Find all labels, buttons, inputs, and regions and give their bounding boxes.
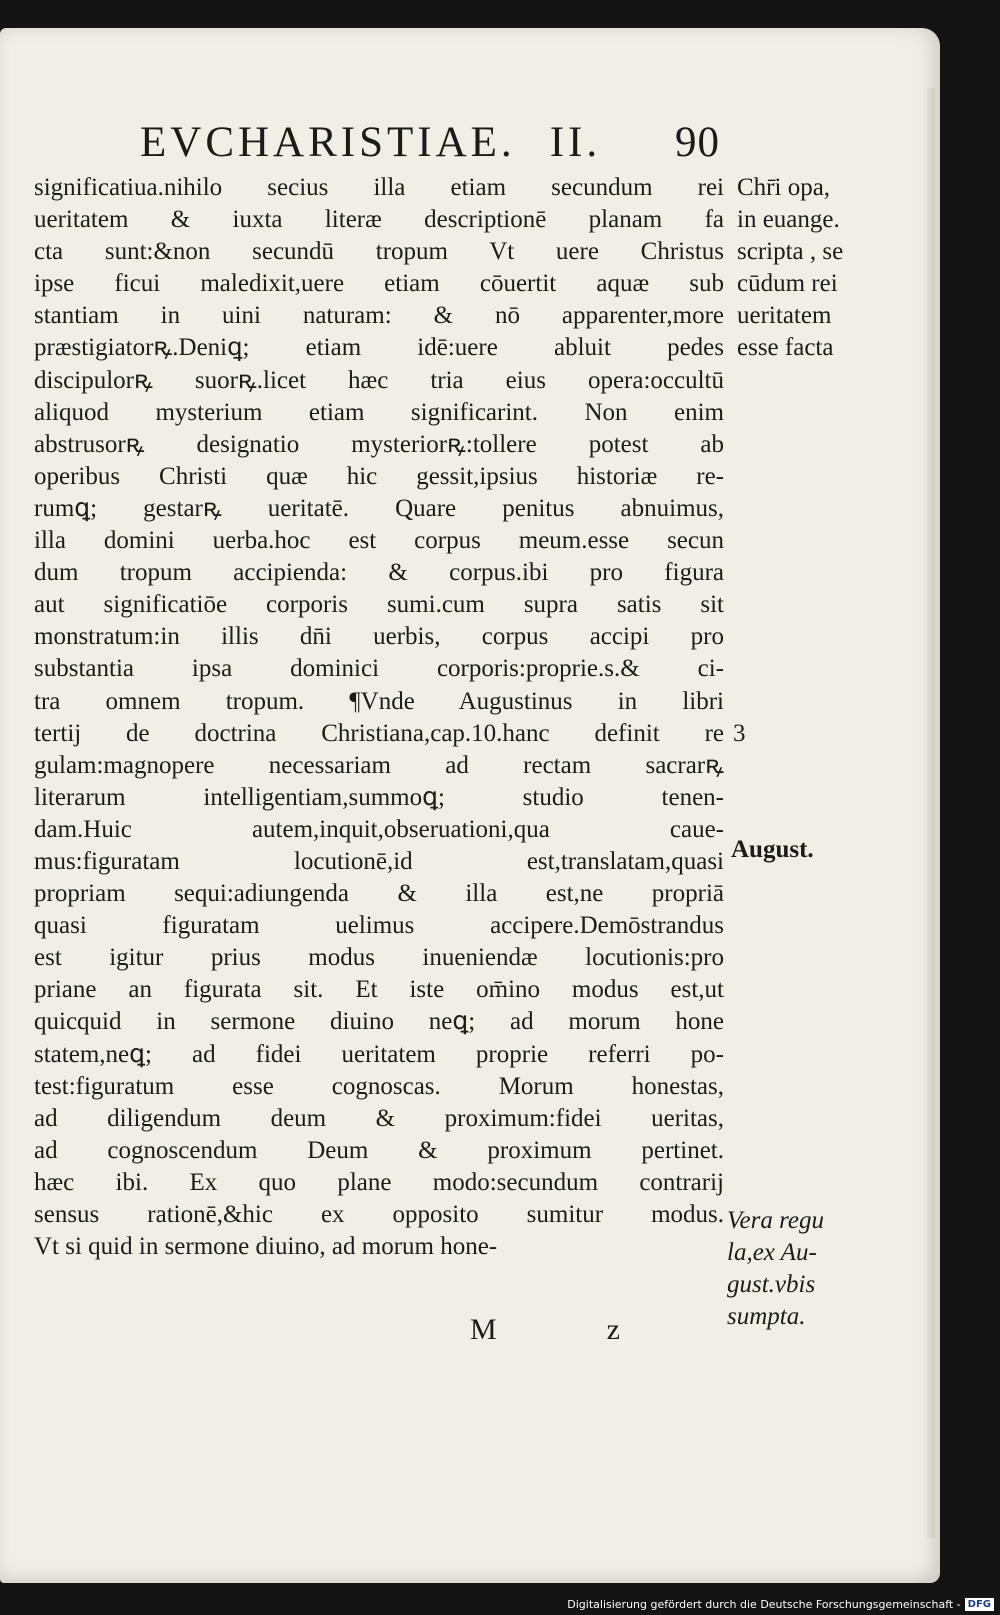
margin-note-line: scripta , se: [737, 238, 844, 265]
margin-note-line: sumpta.: [727, 1303, 806, 1330]
margin-note-line: gust.vbis: [727, 1271, 816, 1298]
margin-note-line: la,ex Au-: [727, 1239, 817, 1266]
text-line: præstigiatorꝶ.Deniꝗ; etiam idē:uere abluit pedes: [34, 334, 724, 362]
margin-note-august: [731, 834, 814, 866]
margin-note-line: cūdum rei: [737, 270, 838, 297]
text-line: illa domini uerba.hoc est corpus meum.esse secun: [34, 527, 724, 555]
text-line: cta sunt:&non secundū tropum Vt uere Christus: [34, 238, 724, 266]
signature-number: z: [606, 1313, 620, 1346]
running-head-title: EVCHARISTIAE.: [140, 119, 516, 166]
text-line: gulam:magnopere necessariam ad rectam sacrarꝶ: [34, 751, 724, 779]
text-line: substantia ipsa dominici corporis:proprie.s.& ci-: [34, 655, 724, 683]
page-edge: [927, 88, 935, 1538]
text-line: ueritatem & iuxta literæ descriptionē planam fa: [34, 206, 724, 234]
text-line: test:figuratum esse cognoscas. Morum honestas,: [34, 1072, 724, 1100]
text-line: est igitur prius modus inueniendæ locutionis:pro: [34, 944, 724, 972]
text-line: tra omnem tropum. ¶Vnde Augustinus in libri: [34, 687, 724, 715]
margin-note-line: 3: [733, 720, 746, 747]
signature-mark: [470, 1313, 620, 1353]
text-line: ad cognoscendum Deum & proximum pertinet.: [34, 1136, 724, 1164]
main-text-block: [34, 172, 724, 1263]
text-line: operibus Christi quæ hic gessit,ipsius historiæ re-: [34, 462, 724, 490]
margin-note-line: esse facta: [737, 334, 834, 361]
running-head-part: II.: [549, 119, 602, 166]
text-line: dam.Huic autem,inquit,obseruationi,qua caue-: [34, 815, 724, 843]
signature-letter: M: [470, 1313, 497, 1346]
text-line: ad diligendum deum & proximum:fidei ueritas,: [34, 1104, 724, 1132]
text-line: significatiua.nihilo secius illa etiam secundum rei: [34, 174, 724, 201]
text-line: statem,neꝗ; ad fidei ueritatem proprie referri po-: [34, 1040, 724, 1068]
margin-note-line: Chr̄i opa,: [737, 174, 831, 201]
text-line: mus:figuratam locutionē,id est,translatam,quasi: [34, 847, 724, 875]
text-line: literarum intelligentiam,summoꝗ; studio tenen-: [34, 783, 724, 811]
dfg-logo: DFG: [965, 1598, 994, 1611]
text-line: sensus rationē,&hic ex opposito sumitur modus.: [34, 1201, 724, 1228]
margin-note-line: Vera regu: [727, 1207, 824, 1234]
text-line: ipse ficui maledixit,uere etiam cōuertit aquæ sub: [34, 270, 724, 298]
margin-note-line: in euange.: [737, 206, 840, 233]
text-line: Vt si quid in sermone diuino, ad morum hone-: [34, 1233, 498, 1261]
text-line: propriam sequi:adiungenda & illa est,ne propriā: [34, 880, 724, 908]
digitization-footer: [561, 1593, 1000, 1615]
margin-note-number: [733, 718, 746, 750]
text-line: rumꝗ; gestarꝶ ueritatē. Quare penitus abnuimus,: [34, 494, 724, 522]
text-line: quicquid in sermone diuino neꝗ; ad morum hone: [34, 1008, 724, 1036]
text-line: hæc ibi. Ex quo plane modo:secundum contrarij: [34, 1168, 724, 1196]
text-line: dum tropum accipienda: & corpus.ibi pro figura: [34, 559, 724, 587]
margin-note-line: ueritatem: [737, 302, 832, 329]
text-line: discipulorꝶ suorꝶ.licet hæc tria eius opera:occultū: [34, 366, 724, 394]
text-line: priane an figurata sit. Et iste om̄ino modus est,ut: [34, 976, 724, 1004]
folio-number: 90: [675, 119, 720, 166]
text-line: aliquod mysterium etiam significarint. Non enim: [34, 398, 724, 426]
footer-credit: Digitalisierung gefördert durch die Deutsche Forschungsgemeinschaft -: [567, 1597, 961, 1611]
text-line: abstrusorꝶ designatio mysteriorꝶ:tollere potest ab: [34, 430, 724, 458]
margin-note-christi-opera: [737, 172, 843, 364]
margin-note-line: August.: [731, 836, 814, 863]
text-line: tertij de doctrina Christiana,cap.10.hanc definit re: [34, 719, 724, 747]
text-line: aut significatiōe corporis sumi.cum supra satis sit: [34, 591, 724, 619]
margin-note-vera-regula: [727, 1205, 824, 1333]
text-line: quasi figuratam uelimus accipere.Demōstrandus: [34, 912, 724, 940]
text-line: monstratum:in illis dn̄i uerbis, corpus accipi pro: [34, 623, 724, 651]
text-line: stantiam in uini naturam: & nō apparenter,more: [34, 302, 724, 330]
